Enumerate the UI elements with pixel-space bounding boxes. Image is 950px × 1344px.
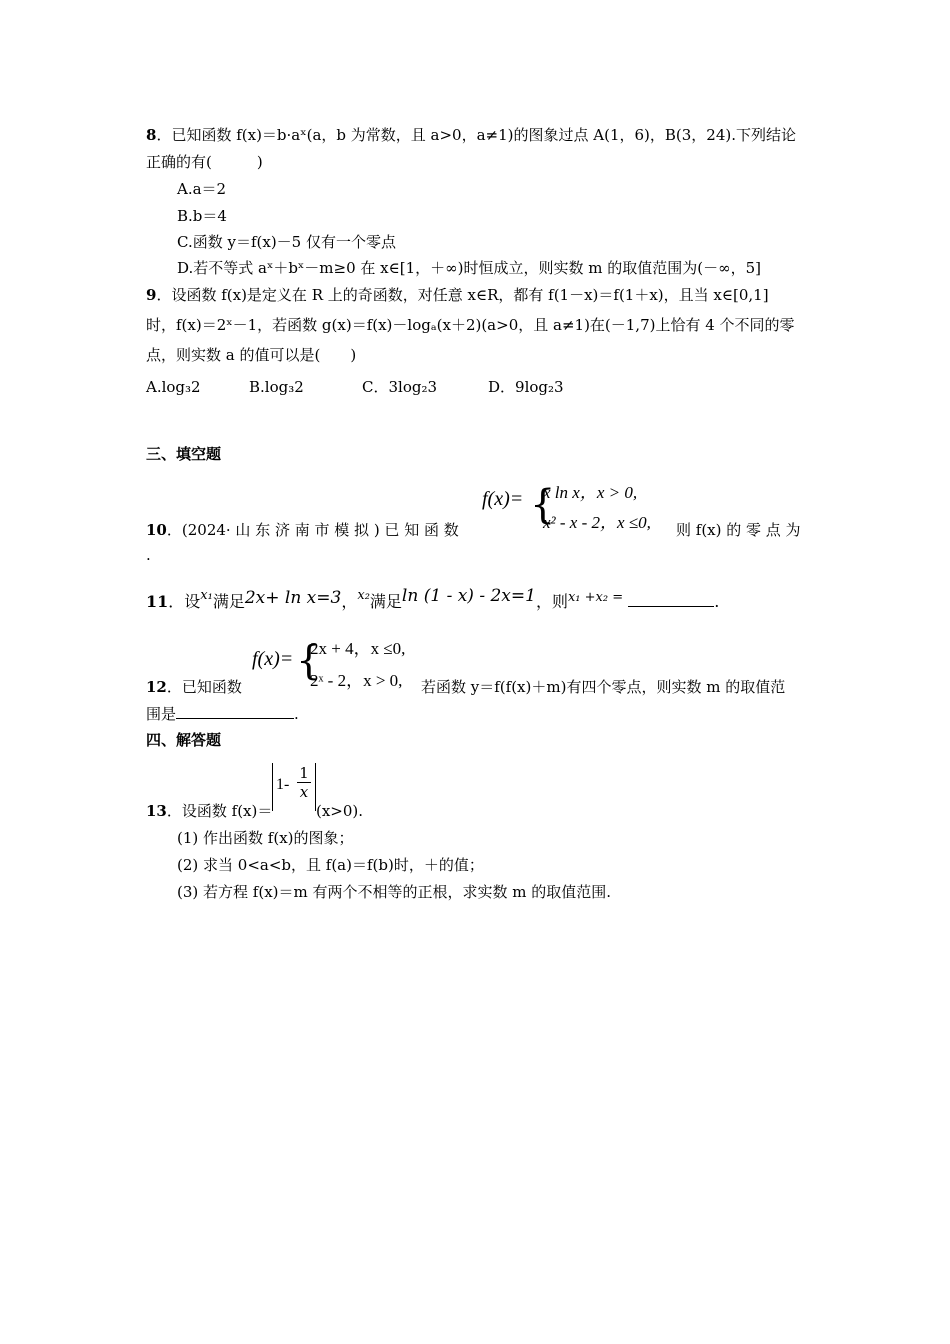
q12-func-lhs: f(x)=	[252, 648, 294, 670]
section-fill-in-heading: 三、填空题	[146, 445, 222, 463]
q9-line1	[146, 285, 769, 305]
q10-tail: .	[146, 546, 151, 564]
q11-number: 11	[146, 592, 169, 611]
q13-frac-num: 1	[297, 764, 311, 783]
q12-answer-blank[interactable]	[176, 704, 294, 719]
q10-stem: ．(2024· 山 东 济 南 市 模 拟 ) 已 知 函 数	[166, 521, 459, 539]
q9-option-d: D．9log₂3	[488, 378, 564, 396]
q9-line3: 点，则实数 a 的值可以是( )	[146, 346, 357, 364]
q11-answer-blank[interactable]	[628, 592, 714, 607]
q10-post: 则 f(x) 的 零 点 为	[676, 521, 801, 539]
q13-abs-one: 1-	[276, 776, 290, 793]
q11-t1: ．设	[168, 592, 201, 611]
q11-x1: x₁	[200, 588, 213, 603]
q11-eq2: ln (1 - x) - 2x=1	[401, 586, 536, 606]
q12-end: .	[294, 705, 299, 723]
q8-stem: ．已知函数 f(x)＝b·aˣ(a，b 为常数，且 a>0，a≠1)的图象过点 A(1，6)，B(3，24).下列结论	[156, 126, 797, 144]
q12-case1: 2x + 4，x ≤0,	[310, 639, 406, 658]
q11-t2: 满足	[212, 592, 245, 611]
q9-option-a: A.log₃2	[146, 378, 201, 396]
q10-case2: x² - x - 2，x ≤0,	[543, 513, 651, 532]
q10-func-lhs: f(x)=	[482, 488, 524, 510]
q13-domain: (x>0).	[316, 802, 364, 820]
q13-frac-den: x	[299, 783, 309, 801]
q9-number: 9	[146, 286, 157, 304]
q12-stem: ．已知函数	[166, 678, 242, 696]
q11-t5: ，则	[535, 592, 568, 611]
q8-number: 8	[146, 126, 157, 144]
q12-line2	[146, 704, 299, 724]
q8-line1	[146, 125, 796, 145]
q8-option-b: B.b＝4	[177, 207, 227, 225]
q11-sum: x₁ +x₂ =	[567, 590, 624, 605]
q11-line	[146, 586, 719, 612]
q11-eq1: 2x+ ln x=3	[244, 588, 342, 608]
q12-post: 若函数 y＝f(f(x)＋m)有四个零点，则实数 m 的取值范	[421, 678, 786, 696]
q8-option-a: A.a＝2	[177, 180, 227, 198]
q12-line1	[146, 677, 242, 697]
q9-option-b: B.log₃2	[249, 378, 304, 396]
q13-stem: ．设函数 f(x)＝	[166, 802, 273, 820]
q13-part2: (2) 求当 0<a<b，且 f(a)＝f(b)时，＋的值；	[177, 856, 484, 874]
q13-part1: (1) 作出函数 f(x)的图象；	[177, 829, 354, 847]
q13-number: 13	[146, 802, 167, 820]
q9-line2: 时，f(x)＝2ˣ－1，若函数 g(x)＝f(x)－logₐ(x＋2)(a>0，且 a≠1)在(－1,7)上恰有 4 个不同的零	[146, 316, 795, 334]
q12-case2: 2ˣ - 2，x > 0,	[310, 671, 403, 690]
q11-t3: ，	[341, 592, 358, 611]
q12-number: 12	[146, 678, 167, 696]
section-solution-heading: 四、解答题	[146, 731, 222, 749]
q8-line2: 正确的有( )	[146, 153, 263, 171]
q13-line1	[146, 801, 272, 821]
q12-brace: {	[296, 638, 322, 684]
q10-brace: {	[530, 482, 556, 528]
q11-end: .	[714, 592, 720, 611]
q9-option-c: C．3log₂3	[362, 378, 438, 396]
q9-stem: ．设函数 f(x)是定义在 R 上的奇函数，对任意 x∈R，都有 f(1－x)＝f(1＋x)，且当 x∈[0,1]	[156, 286, 769, 304]
q8-option-c: C.函数 y＝f(x)－5 仅有一个零点	[177, 233, 396, 251]
q12-range-label: 围是	[146, 705, 177, 723]
q10-case1: x ln x，x > 0,	[543, 483, 638, 502]
q13-fraction	[297, 764, 311, 801]
q10-line	[146, 520, 459, 540]
q8-option-d: D.若不等式 aˣ＋bˣ－m≥0 在 x∈[1，＋∞)时恒成立，则实数 m 的取值范围为(－∞，5]	[177, 259, 761, 277]
q11-x2: x₂	[357, 588, 370, 603]
q10-number: 10	[146, 521, 167, 539]
q11-t4: 满足	[369, 592, 402, 611]
q13-part3: (3) 若方程 f(x)＝m 有两个不相等的正根，求实数 m 的取值范围.	[177, 883, 612, 901]
